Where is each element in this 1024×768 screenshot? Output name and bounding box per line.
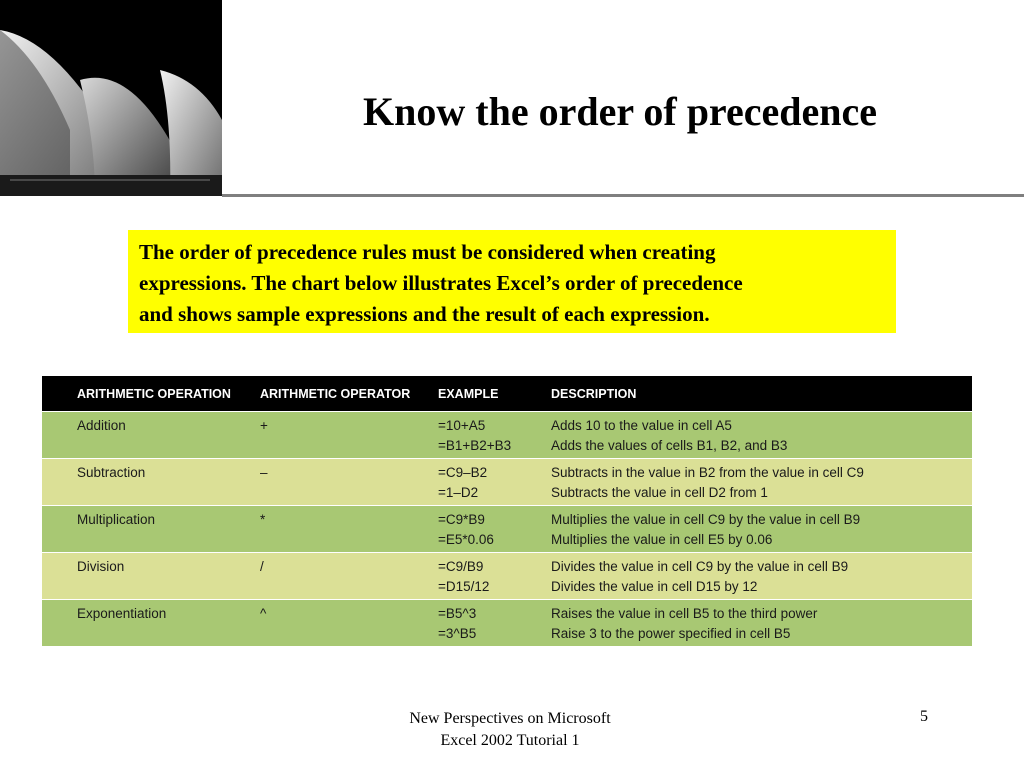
callout-line: The order of precedence rules must be considered when creating [139,240,716,264]
operator-cell: / [260,559,264,574]
description-line: Raise 3 to the power specified in cell B5 [551,626,791,641]
table-row [42,458,972,505]
callout-line: expressions. The chart below illustrates Excel’s order of precedence [139,271,743,295]
description-line: Divides the value in cell C9 by the value in cell B9 [551,559,849,574]
description-line: Subtracts the value in cell D2 from 1 [551,485,768,500]
description-line: Adds 10 to the value in cell A5 [551,418,732,433]
table-row [42,599,972,646]
slide-footer [360,708,660,752]
description-line: Subtracts in the value in B2 from the value in cell C9 [551,465,864,480]
callout-box [128,230,896,333]
description-cell [551,463,864,503]
example-line: =B5^3 [438,606,477,621]
footer-line: New Perspectives on Microsoft [409,710,611,727]
example-cell [438,416,511,456]
description-line: Multiplies the value in cell C9 by the value in cell B9 [551,512,861,527]
example-line: =E5*0.06 [438,532,494,547]
example-cell [438,557,489,597]
example-line: =C9–B2 [438,465,488,480]
table-header [42,376,972,411]
callout-line: and shows sample expressions and the result of each expression. [139,302,710,326]
example-line: =3^B5 [438,626,477,641]
description-cell [551,416,787,456]
example-line: =B1+B2+B3 [438,438,512,453]
example-line: =1–D2 [438,485,479,500]
table-row [42,505,972,552]
operator-cell: * [260,512,266,527]
operation-cell: Addition [77,418,126,433]
operator-cell: ^ [260,606,267,621]
precedence-table [42,376,972,646]
operator-cell: – [260,465,268,480]
table-row [42,411,972,458]
operation-cell: Subtraction [77,465,146,480]
example-cell [438,510,494,550]
example-line: =C9/B9 [438,559,484,574]
description-line: Multiplies the value in cell E5 by 0.06 [551,532,773,547]
opera-house-photo [0,0,222,196]
operation-cell: Division [77,559,125,574]
example-line: =C9*B9 [438,512,485,527]
description-line: Adds the values of cells B1, B2, and B3 [551,438,788,453]
header-example: EXAMPLE [438,387,499,401]
example-line: =D15/12 [438,579,490,594]
description-line: Raises the value in cell B5 to the third power [551,606,818,621]
description-cell [551,510,860,550]
page-number: 5 [920,708,928,725]
slide-title: Know the order of precedence [363,89,877,134]
example-cell [438,463,487,503]
table-row [42,552,972,599]
footer-line: Excel 2002 Tutorial 1 [440,732,580,749]
operator-cell: + [260,418,268,433]
operation-cell: Exponentiation [77,606,167,621]
header-operation: ARITHMETIC OPERATION [77,387,231,401]
example-line: =10+A5 [438,418,486,433]
description-cell [551,604,817,644]
header-description: DESCRIPTION [551,387,637,401]
header-operator: ARITHMETIC OPERATOR [260,387,411,401]
example-cell [438,604,476,644]
description-line: Divides the value in cell D15 by 12 [551,579,758,594]
operation-cell: Multiplication [77,512,156,527]
description-cell [551,557,848,597]
title-divider [222,194,1024,197]
